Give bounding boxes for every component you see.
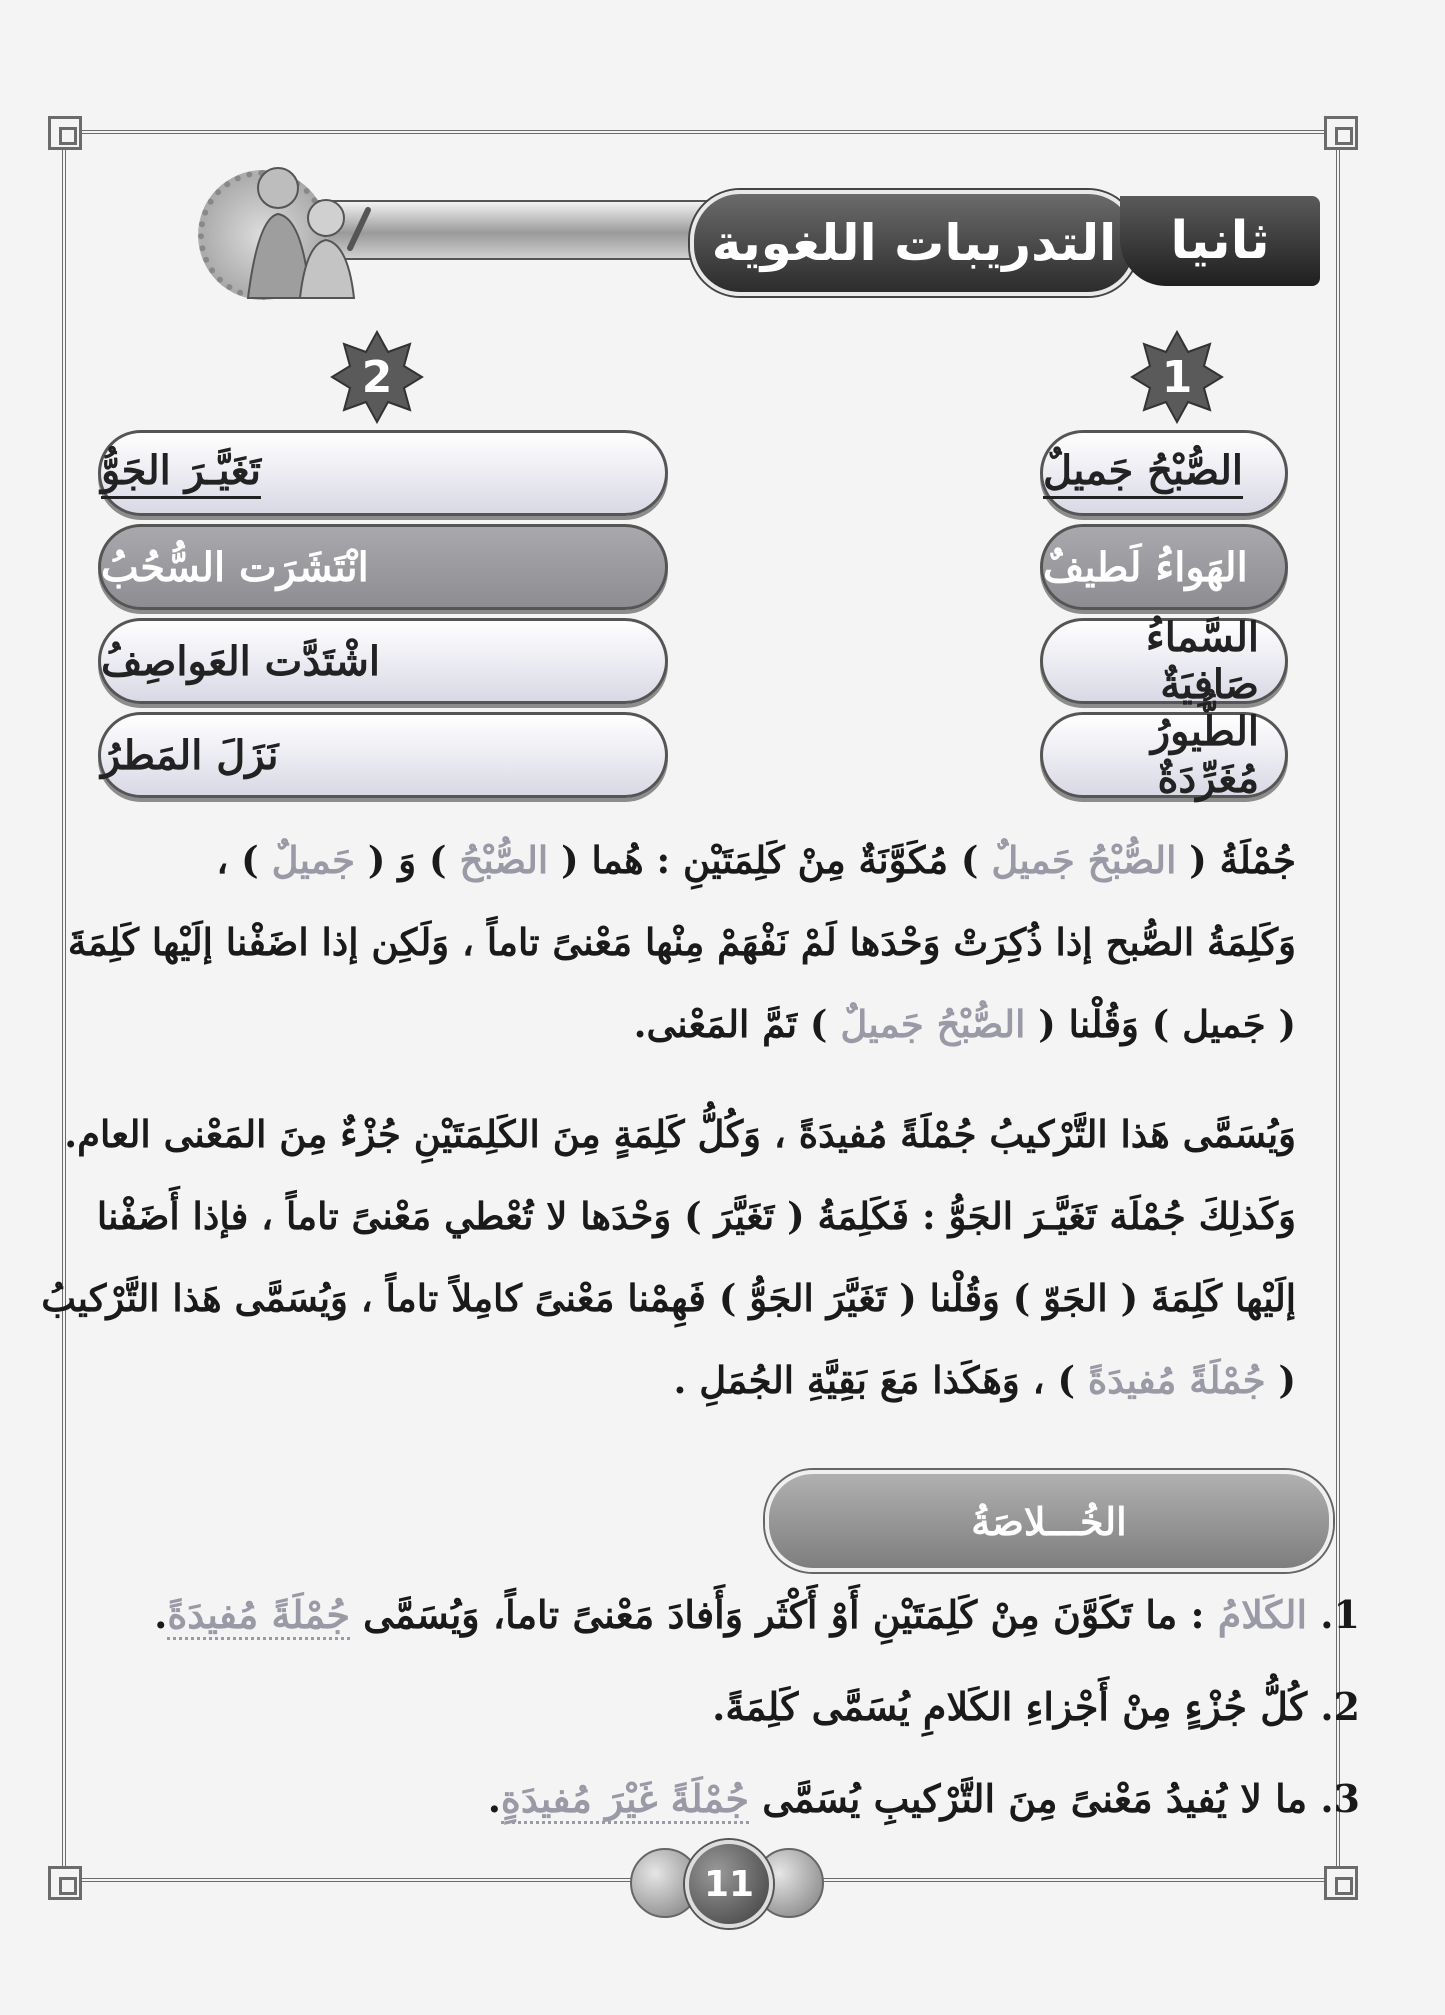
pill-text: نَزَلَ المَطرُ <box>101 731 279 779</box>
pill-text: الهَواءُ لَطيفٌ <box>1043 543 1248 591</box>
pill-text: الصُّبْحُ جَميلٌ <box>1043 447 1243 499</box>
badge-number: 1 <box>1161 351 1193 403</box>
section-label: ثانيا <box>1120 196 1320 286</box>
number-badge-1 <box>1130 330 1224 424</box>
word-pill <box>98 524 668 610</box>
pill-text: اشْتَدَّت العَواصِفُ <box>101 637 381 685</box>
body-line: وَيُسَمَّى هَذا التَّرْكيبُ جُمْلَةً مُفيدَةً ، وَكُلُّ كَلِمَةٍ مِنَ الكَلِمَتَيْنِ جُزْءٌ مِنَ المَعْنى العام. <box>64 1112 1296 1156</box>
pill-text: انْتَشَرَت السُّحُبُ <box>101 543 369 591</box>
summary-item: 3. ما لا يُفيدُ مَعْنىً مِنَ التَّرْكيبِ يُسَمَّى جُمْلَةً غَيْرَ مُفيدَةٍ. <box>110 1776 1360 1821</box>
corner-ornament <box>1324 116 1358 150</box>
summary-item: 1. الكَلامُ : ما تَكَوَّنَ مِنْ كَلِمَتَيْنِ أَوْ أَكْثَر وَأَفادَ مَعْنىً تاماً، وَيُسَمَّى جُمْلَةً مُفيدَةً. <box>110 1592 1360 1637</box>
children-illustration-icon <box>218 148 378 308</box>
page-number: 11 <box>685 1840 773 1928</box>
summary-title: الخُـــلاصَةُ <box>765 1470 1333 1572</box>
word-pill <box>98 618 668 704</box>
section-title: التدريبات اللغوية <box>690 190 1138 296</box>
corner-ornament <box>48 116 82 150</box>
number-badge-2 <box>330 330 424 424</box>
word-pill <box>1040 614 1288 708</box>
body-line: إلَيْها كَلِمَةَ ( الجَوّ ) وَقُلْنا ( تَغَيَّرَ الجَوُّ ) فَهِمْنا مَعْنىً كامِلاً تاماً ، وَيُسَمَّى هَذا التَّرْكيبُ <box>41 1276 1296 1320</box>
pill-text: تَغَيَّـرَ الجَوُّ <box>101 447 261 499</box>
page-number-ornament <box>630 1838 820 1918</box>
pill-text: الطُّيورُ مُغَرِّدَةٌ <box>1150 708 1259 802</box>
word-pill <box>1040 524 1288 610</box>
word-pill <box>1040 708 1288 802</box>
pill-text: السَّماءُ صَافِيَةٌ <box>1145 614 1259 708</box>
body-line: وَكَذلِكَ جُمْلَة تَغَيَّـرَ الجَوُّ : فَكَلِمَةُ ( تَغَيَّرَ ) وَحْدَها لا تُعْطي مَعْنىً تاماً ، فإذا أَضَفْنا <box>96 1194 1296 1238</box>
body-line: ( جُمْلَةً مُفيدَةً ) ، وَهَكَذا مَعَ بَقِيَّةِ الجُمَلِ . <box>673 1358 1296 1402</box>
corner-ornament <box>1324 1866 1358 1900</box>
word-pill <box>98 712 668 798</box>
body-line: وَكَلِمَةُ الصُّبح إذا ذُكِرَتْ وَحْدَها لَمْ نَفْهَمْ مِنْها مَعْنىً تاماً ، وَلَكِن إذا اضَفْنا إلَيْها كَلِمَةَ <box>67 920 1296 964</box>
summary-item: 2. كُلُّ جُزْءٍ مِنْ أَجْزاءِ الكَلامِ يُسَمَّى كَلِمَةً. <box>712 1684 1360 1729</box>
word-pill <box>98 430 668 516</box>
body-line: جُمْلَةُ ( الصُّبْحُ جَميلٌ ) مُكَوَّنَةٌ مِنْ كَلِمَتَيْنِ : هُما ( الصُّبْحُ ) وَ ( جَميلٌ ) ، <box>216 838 1296 882</box>
badge-number: 2 <box>361 351 393 403</box>
body-line: ( جَميل ) وَقُلْنا ( الصُّبْحُ جَميلٌ ) تَمَّ المَعْنى. <box>633 1002 1296 1046</box>
corner-ornament <box>48 1866 82 1900</box>
word-pill <box>1040 430 1288 516</box>
